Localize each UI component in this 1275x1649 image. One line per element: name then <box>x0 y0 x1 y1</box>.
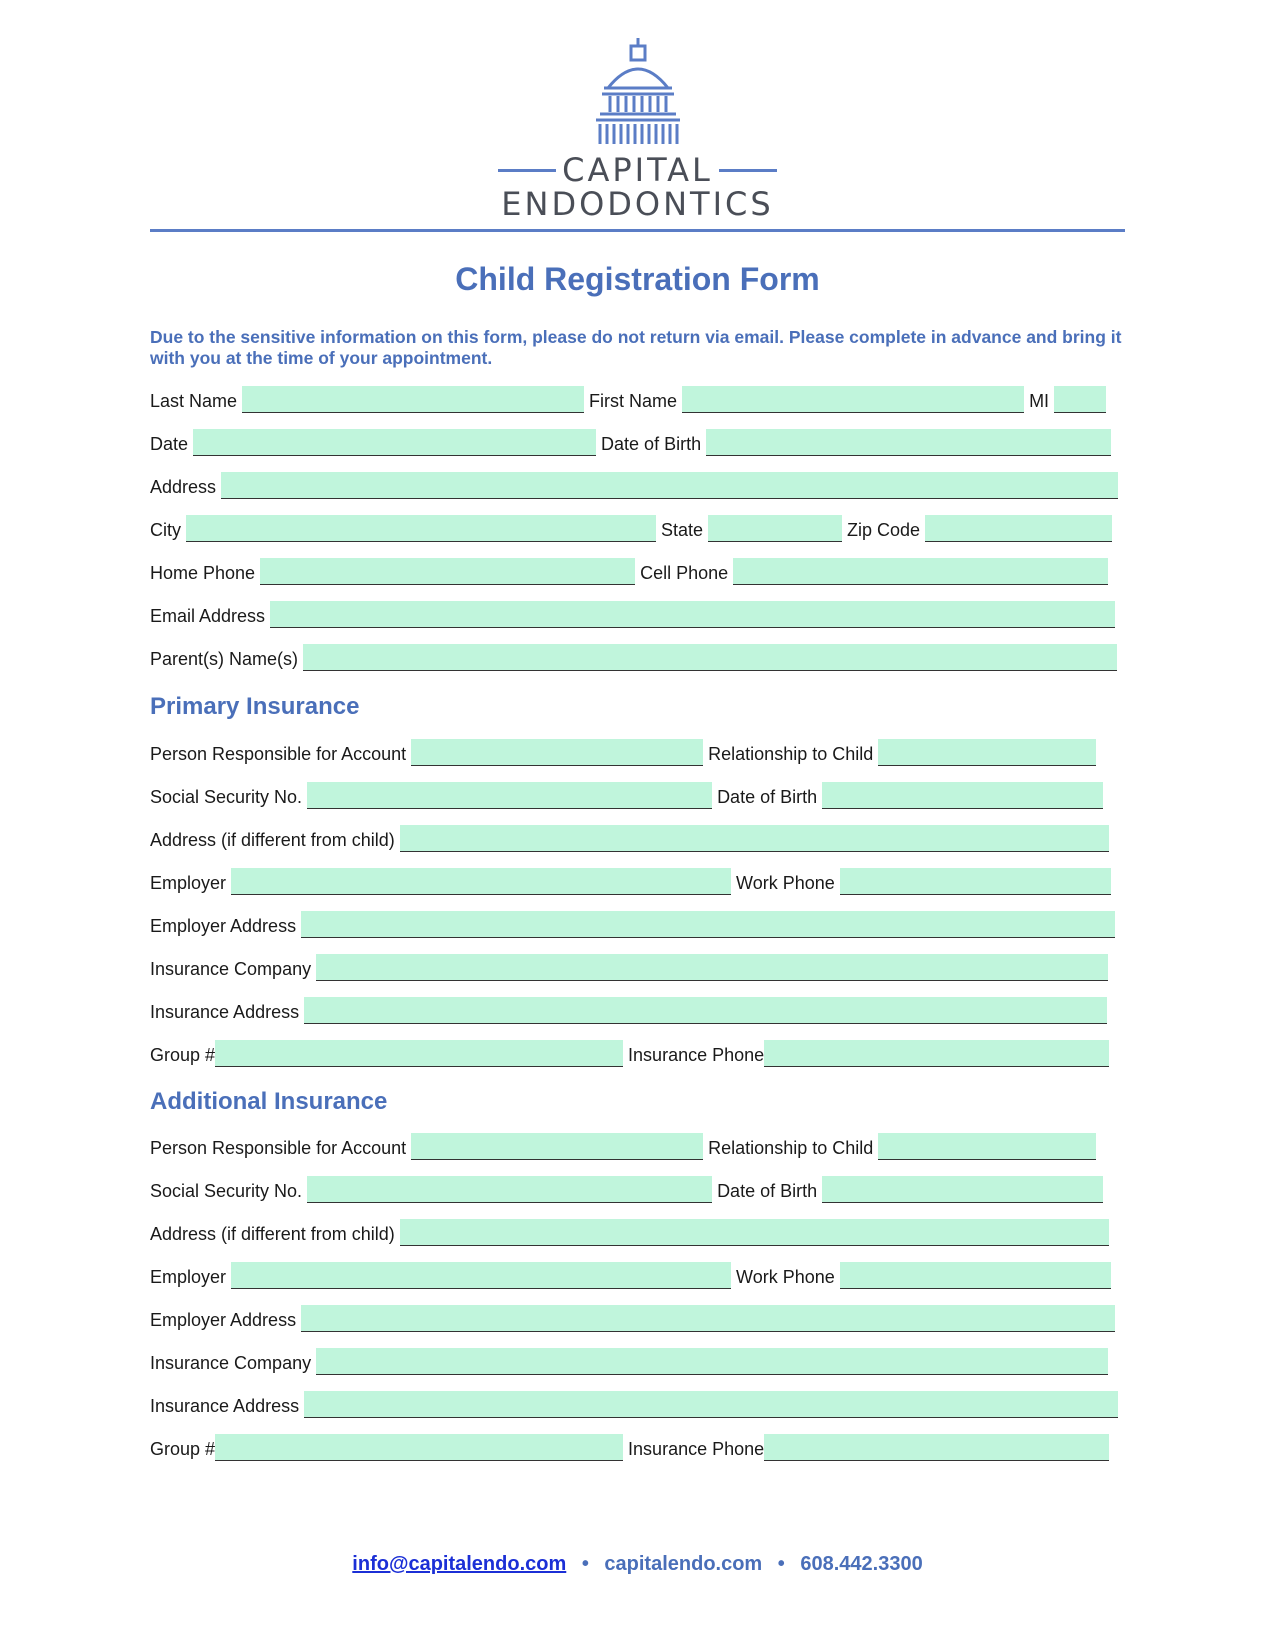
additional-row-employer <box>150 1261 1116 1289</box>
footer-phone: 608.442.3300 <box>800 1553 923 1575</box>
parents-field[interactable] <box>303 644 1117 671</box>
row-name <box>150 385 1111 413</box>
label-group: Group # <box>150 1045 216 1065</box>
row-phones <box>150 557 1113 585</box>
additional-work-phone-field[interactable] <box>840 1262 1111 1289</box>
footer-separator: • <box>777 1553 785 1575</box>
label-insurance-company: Insurance Company <box>150 959 312 979</box>
zip-field[interactable] <box>925 515 1112 542</box>
additional-address-field[interactable] <box>400 1219 1109 1246</box>
capitol-dome-icon <box>590 36 686 148</box>
label-ssn: Social Security No. <box>150 1181 303 1201</box>
primary-employer-field[interactable] <box>231 868 731 895</box>
primary-row-insurance-address <box>150 996 1112 1024</box>
primary-dob-field[interactable] <box>822 782 1103 809</box>
additional-row-address <box>150 1218 1114 1246</box>
label-employer-address: Employer Address <box>150 916 297 936</box>
header-divider <box>150 229 1125 232</box>
mi-field[interactable] <box>1054 386 1106 413</box>
additional-row-person <box>150 1132 1101 1160</box>
date-field[interactable] <box>193 429 596 456</box>
primary-ssn-field[interactable] <box>307 782 712 809</box>
label-dob: Date of Birth <box>717 1181 818 1201</box>
row-address <box>150 471 1123 499</box>
label-insurance-company: Insurance Company <box>150 1353 312 1373</box>
label-state: State <box>661 520 704 540</box>
label-insurance-address: Insurance Address <box>150 1396 300 1416</box>
label-employer: Employer <box>150 1267 227 1287</box>
primary-work-phone-field[interactable] <box>840 868 1111 895</box>
primary-row-employer-address <box>150 910 1120 938</box>
primary-insurance-heading: Primary Insurance <box>150 693 360 720</box>
address-field[interactable] <box>221 472 1118 499</box>
cell-phone-field[interactable] <box>733 558 1108 585</box>
label-person: Person Responsible for Account <box>150 744 407 764</box>
additional-employer-address-field[interactable] <box>301 1305 1115 1332</box>
label-relationship: Relationship to Child <box>708 744 874 764</box>
row-date <box>150 428 1116 456</box>
primary-row-insurance-company <box>150 953 1113 981</box>
label-employer: Employer <box>150 873 227 893</box>
primary-row-address <box>150 824 1114 852</box>
additional-row-employer-address <box>150 1304 1120 1332</box>
primary-row-person <box>150 738 1101 766</box>
additional-row-insurance-address <box>150 1390 1123 1418</box>
additional-ssn-field[interactable] <box>307 1176 712 1203</box>
label-city: City <box>150 520 181 540</box>
additional-row-group <box>150 1433 1114 1461</box>
primary-insurance-company-field[interactable] <box>316 954 1108 981</box>
brand-line1 <box>498 152 777 188</box>
row-city <box>150 514 1117 542</box>
brand-rule-right <box>719 169 777 172</box>
primary-address-field[interactable] <box>400 825 1109 852</box>
label-insurance-address: Insurance Address <box>150 1002 300 1022</box>
label-insurance-phone: Insurance Phone <box>628 1439 765 1459</box>
label-address: Address (if different from child) <box>150 830 395 850</box>
label-last-name: Last Name <box>150 391 238 411</box>
label-employer-address: Employer Address <box>150 1310 297 1330</box>
page-title: Child Registration Form <box>455 261 820 297</box>
label-insurance-phone: Insurance Phone <box>628 1045 765 1065</box>
state-field[interactable] <box>708 515 842 542</box>
additional-person-field[interactable] <box>411 1133 703 1160</box>
additional-insurance-heading: Additional Insurance <box>150 1088 388 1115</box>
label-first-name: First Name <box>589 391 678 411</box>
additional-group-field[interactable] <box>215 1434 623 1461</box>
additional-insurance-address-field[interactable] <box>304 1391 1118 1418</box>
brand-rule-left <box>498 169 556 172</box>
city-field[interactable] <box>186 515 656 542</box>
footer <box>0 1553 1275 1576</box>
additional-row-ssn <box>150 1175 1108 1203</box>
primary-employer-address-field[interactable] <box>301 911 1115 938</box>
primary-group-field[interactable] <box>215 1040 623 1067</box>
primary-insurance-phone-field[interactable] <box>764 1040 1109 1067</box>
primary-row-employer <box>150 867 1116 895</box>
primary-row-ssn <box>150 781 1108 809</box>
label-cell-phone: Cell Phone <box>640 563 729 583</box>
label-address: Address (if different from child) <box>150 1224 395 1244</box>
notice-text: Due to the sensitive information on this form, please do not return via email. Please complete in advance and bring it with you at the time of your appointment. <box>150 327 1122 368</box>
footer-separator: • <box>581 1553 589 1575</box>
primary-person-field[interactable] <box>411 739 703 766</box>
label-address: Address <box>150 477 217 497</box>
label-relationship: Relationship to Child <box>708 1138 874 1158</box>
row-parents <box>150 643 1122 671</box>
label-parents: Parent(s) Name(s) <box>150 649 299 669</box>
label-group: Group # <box>150 1439 216 1459</box>
label-work-phone: Work Phone <box>736 873 835 893</box>
additional-employer-field[interactable] <box>231 1262 731 1289</box>
additional-row-insurance-company <box>150 1347 1113 1375</box>
primary-relationship-field[interactable] <box>878 739 1096 766</box>
label-ssn: Social Security No. <box>150 787 303 807</box>
home-phone-field[interactable] <box>260 558 635 585</box>
label-zip: Zip Code <box>847 520 921 540</box>
footer-email-link[interactable]: info@capitalendo.com <box>352 1553 567 1575</box>
label-dob: Date of Birth <box>717 787 818 807</box>
first-name-field[interactable] <box>682 386 1024 413</box>
footer-website: capitalendo.com <box>604 1553 763 1575</box>
label-email: Email Address <box>150 606 266 626</box>
label-work-phone: Work Phone <box>736 1267 835 1287</box>
label-person: Person Responsible for Account <box>150 1138 407 1158</box>
additional-insurance-phone-field[interactable] <box>764 1434 1109 1461</box>
label-home-phone: Home Phone <box>150 563 256 583</box>
label-date: Date <box>150 434 189 454</box>
brand-name-bottom: ENDODONTICS <box>501 185 774 223</box>
logo <box>0 36 1275 222</box>
brand-name-top: CAPITAL <box>562 151 713 189</box>
email-field[interactable] <box>270 601 1115 628</box>
additional-relationship-field[interactable] <box>878 1133 1096 1160</box>
primary-row-group <box>150 1039 1114 1067</box>
additional-dob-field[interactable] <box>822 1176 1103 1203</box>
label-dob: Date of Birth <box>601 434 702 454</box>
dob-field[interactable] <box>706 429 1111 456</box>
primary-insurance-address-field[interactable] <box>304 997 1107 1024</box>
row-email <box>150 600 1120 628</box>
additional-insurance-company-field[interactable] <box>316 1348 1108 1375</box>
label-mi: MI <box>1029 391 1050 411</box>
last-name-field[interactable] <box>242 386 584 413</box>
